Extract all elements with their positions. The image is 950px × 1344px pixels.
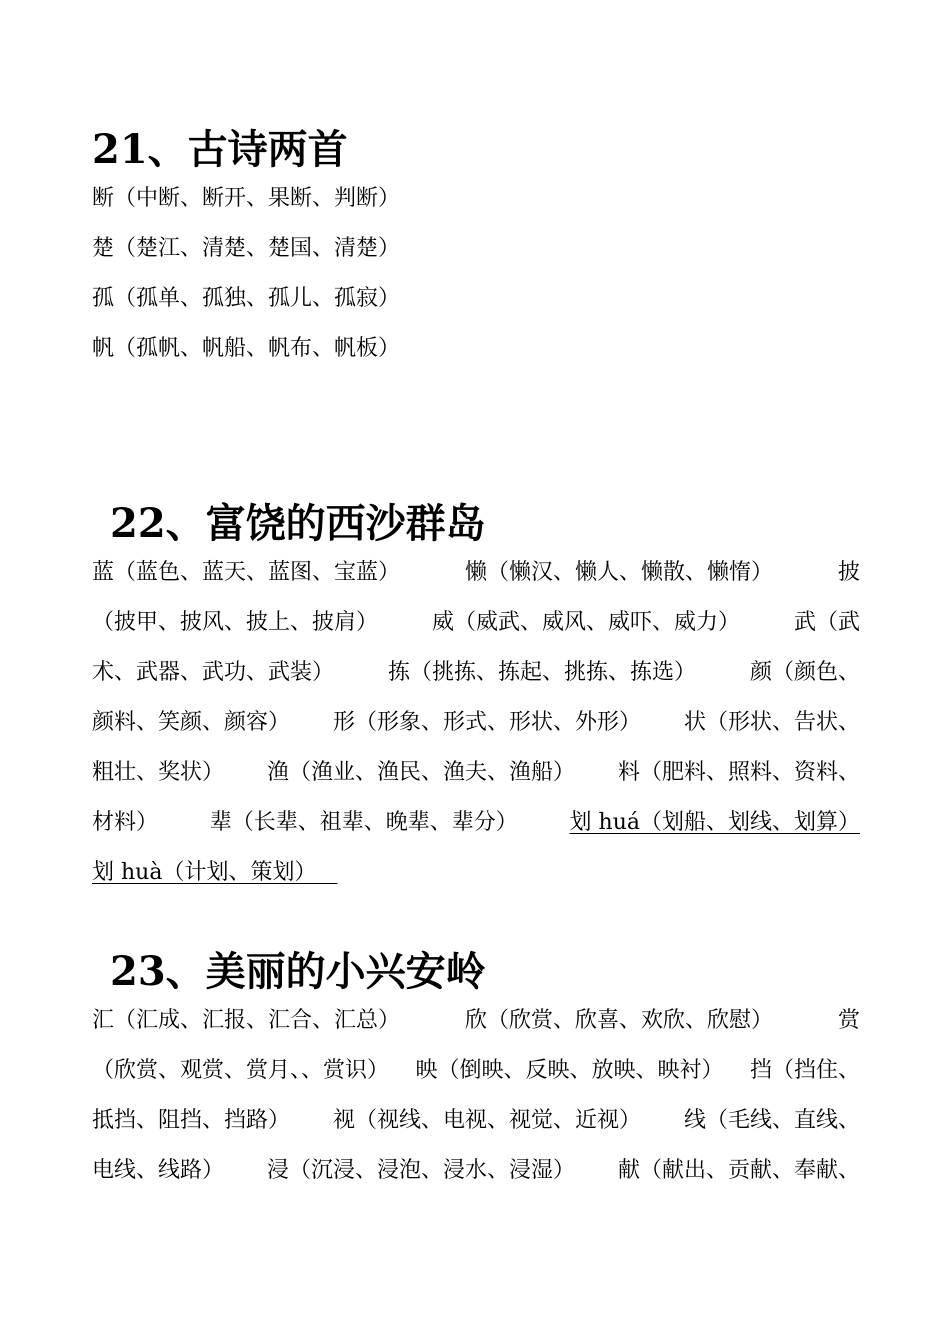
word-group: 武（武 (793, 610, 860, 635)
word-group: 颜（颜色、 (749, 660, 860, 685)
word-group: 抵挡、阻挡、挡路） (92, 1108, 291, 1133)
word-group: 汇（汇成、汇报、汇合、汇总） (92, 1008, 401, 1033)
word-group: 映（倒映、反映、放映、映衬） (415, 1058, 724, 1083)
word-line: 孤（孤单、孤独、孤儿、孤寂） (92, 286, 401, 311)
word-line: 断（中断、断开、果断、判断） (92, 186, 401, 211)
word-group: 挡（挡住、 (749, 1058, 860, 1083)
word-row (92, 1106, 860, 1136)
word-group: 粗壮、奖状） (92, 760, 225, 785)
word-group: 形（形象、形式、形状、外形） (332, 710, 641, 735)
section-22-title: 22、富饶的西沙群岛 (110, 500, 486, 547)
word-row (92, 708, 860, 738)
word-line: 帆（孤帆、帆船、帆布、帆板） (92, 336, 401, 361)
word-group: 蓝（蓝色、蓝天、蓝图、宝蓝） (92, 560, 401, 585)
section-23-title: 23、美丽的小兴安岭 (110, 948, 486, 995)
word-group: 赏 (837, 1008, 860, 1033)
word-group: 视（视线、电视、视觉、近视） (332, 1108, 641, 1133)
word-group: 浸（沉浸、浸泡、浸水、浸湿） (266, 1158, 575, 1183)
word-row (92, 658, 860, 688)
word-row (92, 558, 860, 588)
word-group: 材料） (92, 810, 159, 835)
word-group: 欣（欣赏、欣喜、欢欣、欣慰） (464, 1008, 773, 1033)
word-group: 威（威武、威风、威吓、威力） (431, 610, 740, 635)
word-group: （欣赏、观赏、赏月、、赏识） (92, 1058, 390, 1083)
underlined-word-group: 划 huá（划船、划线、划算） (569, 810, 860, 835)
word-row (92, 1006, 860, 1036)
word-row (92, 1156, 860, 1186)
word-group: 颜料、笑颜、颜容） (92, 710, 291, 735)
word-group: 辈（长辈、祖辈、晚辈、辈分） (209, 810, 518, 835)
underline-spacer (316, 860, 337, 885)
word-line (92, 858, 337, 888)
word-group: 拣（挑拣、拣起、挑拣、拣选） (387, 660, 696, 685)
word-group: 电线、线路） (92, 1158, 225, 1183)
underlined-word-group: 划 huà（计划、策划） (92, 860, 317, 885)
word-group: 术、武器、武功、武装） (92, 660, 335, 685)
word-group: 披 (837, 560, 860, 585)
word-group: 线（毛线、直线、 (683, 1108, 860, 1133)
word-group: 献（献出、贡献、奉献、 (617, 1158, 860, 1183)
word-group: 状（形状、告状、 (683, 710, 860, 735)
word-group: 渔（渔业、渔民、渔夫、渔船） (266, 760, 575, 785)
word-group: 料（肥料、照料、资料、 (617, 760, 860, 785)
section-21-title: 21、古诗两首 (92, 126, 348, 173)
word-line: 楚（楚江、清楚、楚国、清楚） (92, 236, 401, 261)
word-row (92, 1056, 860, 1086)
word-group: 懒（懒汉、懒人、懒散、懒惰） (464, 560, 773, 585)
word-group: （披甲、披风、披上、披肩） (92, 610, 379, 635)
word-row (92, 808, 860, 838)
word-row (92, 608, 860, 638)
word-row (92, 758, 860, 788)
